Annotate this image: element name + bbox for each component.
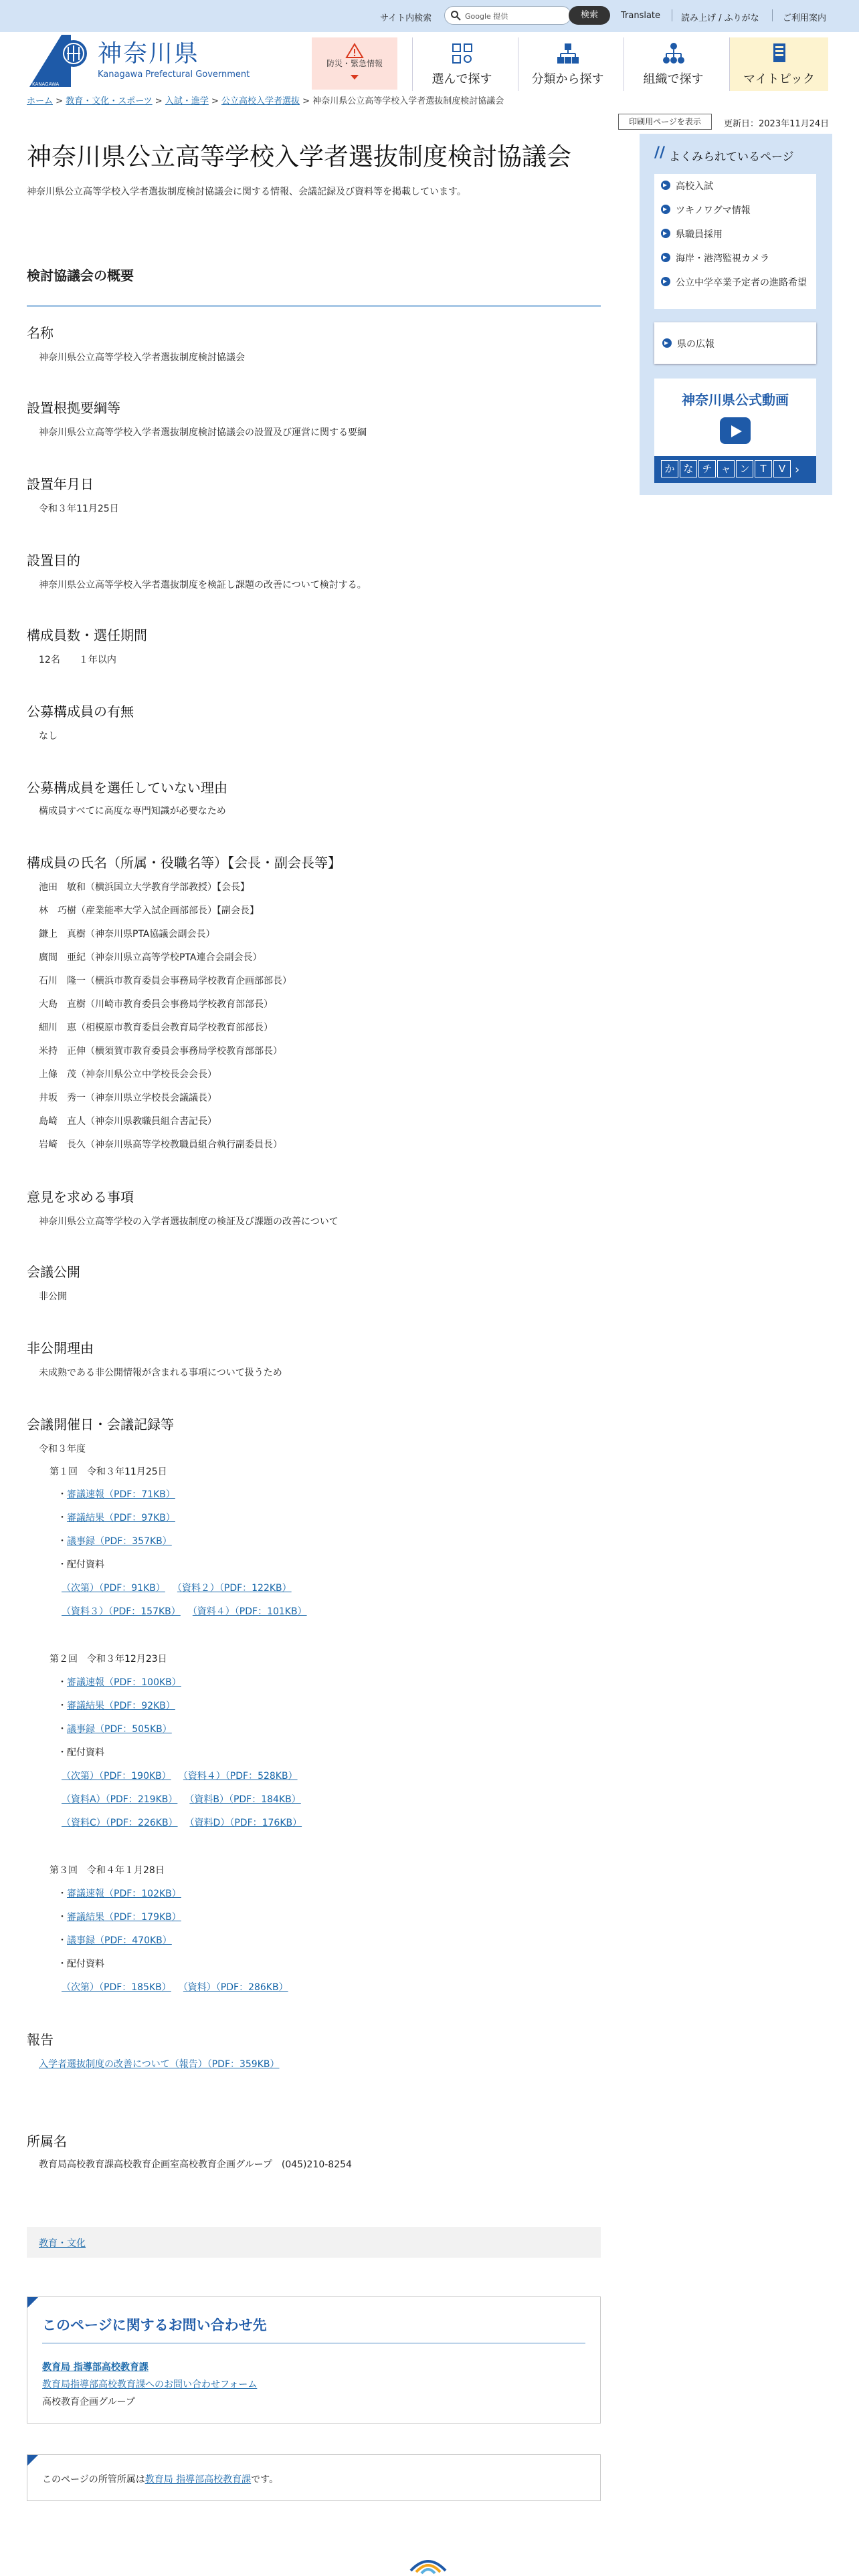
kanagawa-mark-icon <box>407 2549 450 2576</box>
warning-icon <box>345 43 364 59</box>
category-tag-bar <box>27 2227 601 2258</box>
member-item: 鎌上 真樹（神奈川県PTA協議会副会長） <box>39 929 215 940</box>
material-link[interactable]: （資料A）（PDF：219KB） <box>62 1794 178 1805</box>
page-title: 神奈川県公立高等学校入学者選抜制度検討協議会 <box>27 142 571 171</box>
nav-my-topic[interactable] <box>729 37 828 91</box>
divider <box>42 2343 585 2344</box>
material-link[interactable]: （資料B）（PDF：184KB） <box>189 1794 301 1805</box>
sidebar-item[interactable]: 高校入試 <box>654 174 816 198</box>
nav-label: 選んで探す <box>432 72 492 86</box>
meeting-link[interactable]: 審議速報（PDF：100KB） <box>67 1677 181 1688</box>
materials-row <box>62 1816 314 1829</box>
list-item: ・審議結果（PDF：97KB） <box>58 1513 175 1523</box>
logo-subtitle: Kanagawa Prefectural Government <box>98 70 250 80</box>
material-link[interactable]: （次第）（PDF：190KB） <box>62 1771 171 1782</box>
material-link[interactable]: （資料４）（PDF：528KB） <box>183 1771 298 1782</box>
list-item: ・議事録（PDF：505KB） <box>58 1724 172 1735</box>
meeting-title: 第２回 令和３年12月23日 <box>50 1654 167 1665</box>
meeting-link[interactable]: 議事録（PDF：357KB） <box>67 1536 172 1547</box>
section-heading: 会議公開 <box>27 1264 80 1280</box>
meeting-title: 第１回 令和３年11月25日 <box>50 1467 167 1477</box>
disaster-info-label: 防災・緊急情報 <box>326 59 383 68</box>
breadcrumb-separator: > <box>208 96 222 106</box>
section-heading: 名称 <box>27 325 54 341</box>
list-item: ・審議速報（PDF：100KB） <box>58 1677 181 1688</box>
search-placeholder: Google 提供 <box>465 12 508 21</box>
material-link[interactable]: （次第）（PDF：91KB） <box>62 1583 165 1594</box>
member-item: 林 巧樹（産業能率大学入試企画部部長）【副会長】 <box>39 905 259 916</box>
material-link[interactable]: （資料D）（PDF：176KB） <box>189 1818 302 1828</box>
list-item: ・議事録（PDF：357KB） <box>58 1536 172 1547</box>
category-icon <box>556 41 580 66</box>
arrow-circle-icon <box>661 205 670 214</box>
section-heading: 非公開理由 <box>27 1340 94 1356</box>
member-item: 島崎 直人（神奈川県教職員組合書記長） <box>39 1116 217 1127</box>
report-link[interactable]: 入学者選抜制度の改善について（報告）（PDF：359KB） <box>39 2059 280 2070</box>
channel-char: チ <box>698 460 716 477</box>
sidebar-item[interactable]: 県職員採用 <box>654 222 816 246</box>
arrow-circle-icon <box>661 277 670 286</box>
material-link[interactable]: （次第）（PDF：185KB） <box>62 1982 171 1993</box>
breadcrumb-separator: > <box>152 96 165 106</box>
section-heading: 公募構成員を選任していない理由 <box>27 780 227 796</box>
arrow-circle-icon <box>661 253 670 262</box>
search-icon <box>450 10 461 21</box>
overview-heading: 検討協議会の概要 <box>27 267 134 284</box>
breadcrumb-separator: > <box>300 96 313 106</box>
site-search-label: サイト内検索 <box>380 13 432 23</box>
nav-label: 分類から探す <box>531 72 604 86</box>
translate-link[interactable]: Translate <box>621 11 661 21</box>
breadcrumb <box>27 94 504 106</box>
channel-char: ン <box>736 460 753 477</box>
inquiry-dept-link[interactable]: 教育局 指導部高校教育課 <box>42 2362 149 2373</box>
section-text: 未成熟である非公開情報が含まれる事項について扱うため <box>39 1368 282 1378</box>
section-text: 教育局高校教育課高校教育企画室高校教育企画グループ (045)210-8254 <box>39 2159 352 2170</box>
list-item: ・審議結果（PDF：92KB） <box>58 1701 175 1711</box>
nav-category-search[interactable] <box>518 37 617 91</box>
breadcrumb-item[interactable]: 公立高校入学者選抜 <box>221 96 300 106</box>
channel-char: V <box>773 460 791 477</box>
material-link[interactable]: （資料３）（PDF：157KB） <box>62 1606 181 1617</box>
section-heading: 設置根拠要綱等 <box>27 400 120 416</box>
owner-text: このページの所管所属は教育局 指導部高校教育課です。 <box>42 2474 279 2485</box>
utility-bar <box>0 0 859 32</box>
arrow-circle-icon <box>661 181 670 190</box>
member-item: 岩崎 長久（神奈川県高等学校教職員組合執行副委員長） <box>39 1140 282 1150</box>
nav-select-search[interactable] <box>412 37 511 91</box>
section-heading: 公募構成員の有無 <box>27 704 134 720</box>
section-heading: 構成員数・選任期間 <box>27 627 147 643</box>
section-text: 12名 １年以内 <box>39 655 116 665</box>
channel-char: か <box>661 460 678 477</box>
material-link[interactable]: （資料２）（PDF：122KB） <box>177 1583 292 1594</box>
member-item: 廣間 亜紀（神奈川県立高等学校PTA連合会副会長） <box>39 952 262 963</box>
corner-mark <box>27 2297 38 2308</box>
nav-label: マイトピック <box>743 72 815 86</box>
channel-char: T <box>755 460 772 477</box>
owner-box <box>27 2454 601 2501</box>
corner-mark <box>27 2455 38 2466</box>
list-item: ・審議速報（PDF：102KB） <box>58 1889 181 1899</box>
sidebar-item[interactable]: ツキノワグマ情報 <box>654 198 816 222</box>
inquiry-form-link[interactable]: 教育局指導部高校教育課へのお問い合わせフォーム <box>42 2379 258 2390</box>
nav-label: 組織で探す <box>643 72 704 86</box>
section-text: 神奈川県公立高等学校入学者選抜制度検討協議会 <box>39 352 245 363</box>
divider <box>27 305 601 307</box>
materials-label: ・配付資料 <box>58 1747 104 1758</box>
guide-link[interactable]: ご利用案内 <box>783 13 827 23</box>
meeting-link[interactable]: 審議結果（PDF：92KB） <box>67 1701 175 1711</box>
channel-bar <box>654 456 816 483</box>
divider <box>772 9 773 21</box>
material-link[interactable]: （資料４）（PDF：101KB） <box>192 1606 307 1617</box>
section-text: 神奈川県公立高等学校の入学者選抜制度の検証及び課題の改善について <box>39 1216 339 1227</box>
sidebar <box>640 134 832 495</box>
breadcrumb-item[interactable]: 教育・文化・スポーツ <box>66 96 153 106</box>
grid-icon <box>450 41 474 66</box>
sidebar-item[interactable]: 海岸・港湾監視カメラ <box>654 246 816 270</box>
chevron-right-icon: › <box>795 463 800 477</box>
meeting-link[interactable]: 議事録（PDF：470KB） <box>67 1935 172 1946</box>
channel-char: な <box>680 460 697 477</box>
search-button[interactable]: 検索 <box>569 6 610 25</box>
section-text: 神奈川県公立高等学校入学者選抜制度検討協議会の設置及び運営に関する要綱 <box>39 427 367 438</box>
breadcrumb-item[interactable]: 入試・進学 <box>165 96 209 106</box>
breadcrumb-home[interactable]: ホーム <box>27 96 54 106</box>
materials-row <box>62 1792 313 1806</box>
meeting-link[interactable]: 審議結果（PDF：97KB） <box>67 1513 175 1523</box>
list-item: ・議事録（PDF：470KB） <box>58 1935 172 1946</box>
prefectural-pr-link[interactable]: 県の広報 <box>654 322 816 364</box>
member-item: 井坂 秀一（神奈川県立学校長会議議長） <box>39 1093 217 1103</box>
inquiry-box <box>27 2296 601 2424</box>
section-text: なし <box>39 731 58 742</box>
lead-text: 神奈川県公立高等学校入学者選抜制度検討協議会に関する情報、会議記録及び資料等を掲載しています。 <box>27 187 466 197</box>
slash-icon: // <box>654 144 666 161</box>
nav-organization-search[interactable] <box>624 37 723 91</box>
member-item: 細川 恵（相模原市教育委員会教育局学校教育部部長） <box>39 1023 273 1033</box>
meeting-link[interactable]: 審議速報（PDF：71KB） <box>67 1489 175 1500</box>
sidebar-title: よくみられているページ <box>669 150 794 164</box>
search-input[interactable] <box>444 6 571 25</box>
materials-row <box>62 1980 300 1994</box>
sidebar-item[interactable]: 公立中学卒業予定者の進路希望 <box>654 270 816 309</box>
section-heading: 所属名 <box>27 2133 67 2149</box>
member-item: 上條 茂（神奈川県公立中学校長会会長） <box>39 1069 217 1080</box>
section-text: 令和３年11月25日 <box>39 504 119 514</box>
member-item: 池田 敏和（横浜国立大学教育学部教授）【会長】 <box>39 882 250 893</box>
fiscal-year: 令和３年度 <box>39 1444 86 1455</box>
arrow-circle-icon <box>661 229 670 238</box>
disaster-info-button[interactable] <box>312 37 397 90</box>
members-heading: 構成員の氏名（所属・役職名等）【会長・副会長等】 <box>27 855 341 871</box>
section-heading: 会議開催日・会議記録等 <box>27 1416 174 1432</box>
materials-label: ・配付資料 <box>58 1959 104 1969</box>
section-text: 非公開 <box>39 1291 67 1302</box>
channel-char: ャ <box>717 460 735 477</box>
organization-icon <box>662 41 686 66</box>
materials-row <box>62 1581 304 1594</box>
chevron-down-icon <box>351 75 359 80</box>
section-heading: 設置目的 <box>27 552 80 568</box>
meeting-title: 第３回 令和４年１月28日 <box>50 1865 165 1876</box>
meeting-link[interactable]: 審議結果（PDF：179KB） <box>67 1912 181 1923</box>
list-item: ・審議速報（PDF：71KB） <box>58 1489 175 1500</box>
arrow-circle-icon <box>662 338 672 348</box>
meeting-link[interactable]: 議事録（PDF：505KB） <box>67 1724 172 1735</box>
section-text: 構成員すべてに高度な専門知識が必要なため <box>39 806 226 817</box>
play-icon <box>720 417 751 444</box>
emblem-text: KANAGAWA <box>32 82 60 87</box>
materials-row <box>62 1604 319 1618</box>
print-page-button[interactable]: 印刷用ページを表示 <box>618 114 712 130</box>
materials-label: ・配付資料 <box>58 1560 104 1570</box>
inquiry-group: 高校教育企画グループ <box>42 2397 135 2407</box>
updated-date: 更新日：2023年11月24日 <box>724 119 830 129</box>
material-link[interactable]: （資料C）（PDF：226KB） <box>62 1818 178 1828</box>
section-heading: 意見を求める事項 <box>27 1189 134 1205</box>
member-item: 米持 正伸（横須賀市教育委員会事務局学校教育部部長） <box>39 1046 282 1057</box>
notebook-icon <box>767 41 791 66</box>
kanagawa-emblem-icon[interactable] <box>29 33 96 87</box>
video-title: 神奈川県公式動画 <box>682 392 789 408</box>
member-item: 大島 直樹（川崎市教育委員会事務局学校教育部部長） <box>39 999 273 1010</box>
meeting-link[interactable]: 審議速報（PDF：102KB） <box>67 1889 181 1899</box>
section-heading: 設置年月日 <box>27 476 94 492</box>
breadcrumb-separator: > <box>53 96 66 106</box>
material-link[interactable]: （資料）（PDF：286KB） <box>183 1982 288 1993</box>
read-aloud-link[interactable]: 読み上げ / ふりがな <box>681 13 759 23</box>
official-video-banner[interactable] <box>654 379 816 483</box>
inquiry-title: このページに関するお問い合わせ先 <box>42 2317 267 2333</box>
section-heading: 報告 <box>27 2032 54 2048</box>
category-tag-link[interactable]: 教育・文化 <box>39 2238 86 2249</box>
breadcrumb-current: 神奈川県公立高等学校入学者選抜制度検討協議会 <box>312 96 504 106</box>
list-item: ・審議結果（PDF：179KB） <box>58 1912 181 1923</box>
materials-row <box>62 1769 310 1782</box>
section-text: 神奈川県公立高等学校入学者選抜制度を検証し課題の改善について検討する。 <box>39 580 367 591</box>
logo-title[interactable]: 神奈川県 <box>98 40 200 68</box>
owner-link[interactable]: 教育局 指導部高校教育課 <box>145 2474 252 2485</box>
member-item: 石川 隆一（横浜市教育委員会事務局学校教育企画部部長） <box>39 976 292 986</box>
